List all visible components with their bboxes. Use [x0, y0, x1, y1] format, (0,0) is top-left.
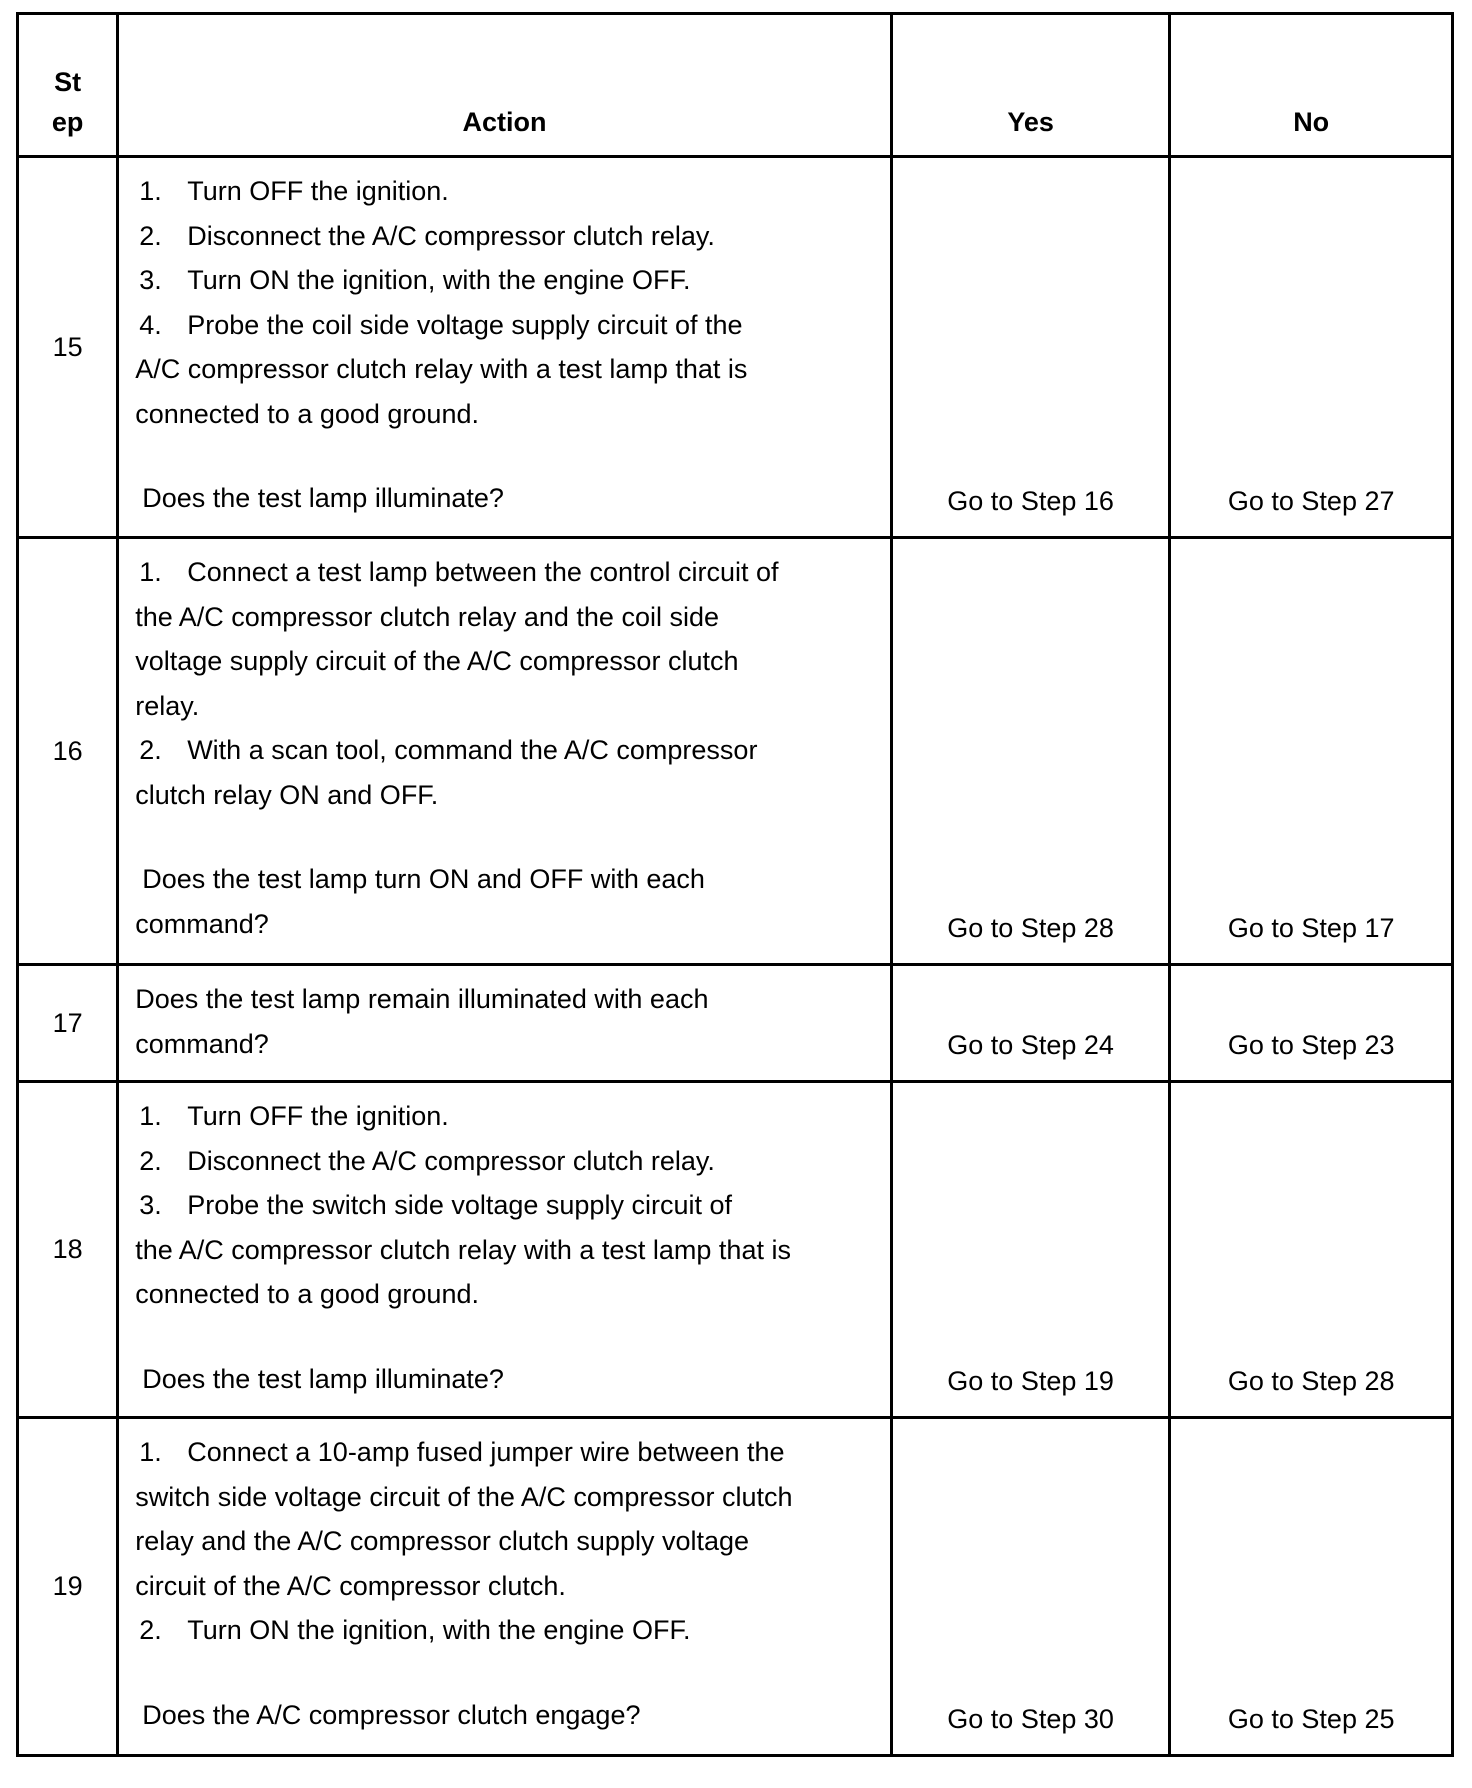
header-step-line1: St [54, 67, 82, 97]
action-item: 2. Disconnect the A/C compressor clutch relay. [139, 1145, 715, 1176]
yes-result: Go to Step 16 [891, 157, 1170, 538]
action-item-continued: switch side voltage circuit of the A/C compressor clutch [135, 1481, 793, 1512]
header-row [18, 14, 1453, 157]
header-no: No [1170, 14, 1453, 157]
action-item-continued: relay and the A/C compressor clutch supply voltage [135, 1526, 750, 1556]
action-item: 4. Probe the coil side voltage supply circuit of the [139, 309, 743, 340]
yes-result: Go to Step 19 [891, 1082, 1170, 1418]
action-question: Does the test lamp turn ON and OFF with each [142, 864, 705, 894]
step-number: 15 [18, 157, 118, 538]
action-cell [118, 1418, 892, 1756]
action-item: 2. Turn ON the ignition, with the engine OFF. [139, 1615, 691, 1645]
step-number: 18 [18, 1082, 118, 1418]
header-yes: Yes [891, 14, 1170, 157]
header-step [18, 14, 118, 157]
action-question: Does the A/C compressor clutch engage? [142, 1699, 641, 1730]
step-number: 19 [18, 1418, 118, 1756]
action-cell [118, 1082, 892, 1418]
table-row [18, 538, 1453, 965]
action-item-continued: the A/C compressor clutch relay with a test lamp that is [135, 1234, 791, 1265]
action-item-continued: voltage supply circuit of the A/C compressor clutch [135, 646, 739, 676]
action-item: 3. Probe the switch side voltage supply circuit of [139, 1190, 732, 1220]
no-result: Go to Step 23 [1170, 965, 1453, 1082]
no-result: Go to Step 28 [1170, 1082, 1453, 1418]
header-step-line2: ep [51, 107, 84, 137]
no-result: Go to Step 17 [1170, 538, 1453, 965]
action-item: 2. With a scan tool, command the A/C compressor [139, 735, 758, 765]
action-item: 1. Connect a 10-amp fused jumper wire between the [139, 1437, 785, 1467]
table-row [18, 157, 1453, 538]
diagnostic-table [16, 12, 1454, 1757]
action-question-continued: command? [135, 1028, 269, 1059]
action-item: 2. Disconnect the A/C compressor clutch relay. [139, 220, 715, 251]
table-row [18, 965, 1453, 1082]
header-action: Action [118, 14, 892, 157]
action-cell [118, 538, 892, 965]
yes-result: Go to Step 30 [891, 1418, 1170, 1756]
yes-result: Go to Step 24 [891, 965, 1170, 1082]
action-cell [118, 965, 892, 1082]
action-question: Does the test lamp illuminate? [142, 1363, 504, 1394]
action-item: 3. Turn ON the ignition, with the engine OFF. [139, 265, 691, 295]
action-item: 1. Connect a test lamp between the control circuit of [139, 557, 779, 587]
action-question: Does the test lamp illuminate? [142, 483, 504, 513]
table-row [18, 1082, 1453, 1418]
yes-result: Go to Step 28 [891, 538, 1170, 965]
action-item-continued: circuit of the A/C compressor clutch. [135, 1570, 566, 1601]
action-item: 1. Turn OFF the ignition. [139, 176, 449, 206]
step-number: 16 [18, 538, 118, 965]
step-number: 17 [18, 965, 118, 1082]
action-item-continued: A/C compressor clutch relay with a test lamp that is [135, 354, 748, 384]
action-item-continued: the A/C compressor clutch relay and the coil side [135, 601, 719, 632]
action-item-continued: connected to a good ground. [135, 1279, 479, 1309]
action-item-continued: clutch relay ON and OFF. [135, 779, 439, 810]
no-result: Go to Step 25 [1170, 1418, 1453, 1756]
table-row [18, 1418, 1453, 1756]
action-item-continued: connected to a good ground. [135, 398, 479, 429]
action-item-continued: relay. [135, 690, 200, 721]
action-item: 1. Turn OFF the ignition. [139, 1101, 449, 1131]
action-cell [118, 157, 892, 538]
action-question-continued: command? [135, 908, 269, 939]
no-result: Go to Step 27 [1170, 157, 1453, 538]
action-question: Does the test lamp remain illuminated with each [135, 984, 709, 1014]
